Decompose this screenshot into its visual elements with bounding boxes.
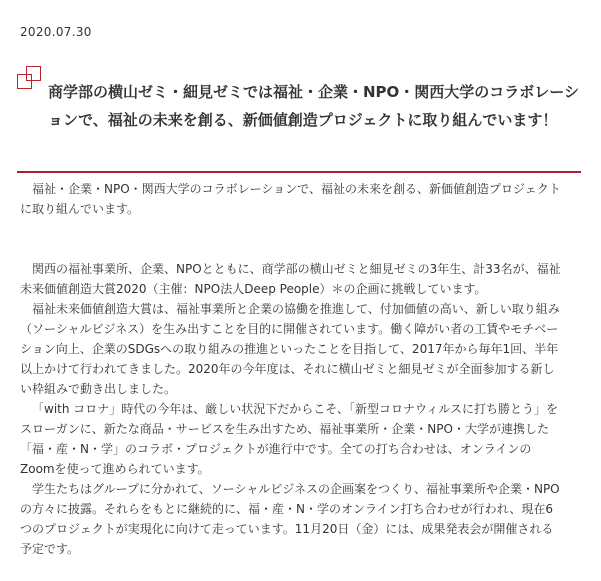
double-square-icon bbox=[17, 66, 43, 92]
paragraph-participants: 関西の福祉事業所、企業、NPOとともに、商学部の横山ゼミと細見ゼミの3年生、計33名が、福祉未来価値創造大賞2020（主催：NPO法人Deep People）＊の企画に挑戦しています。 bbox=[20, 262, 561, 296]
post-date: 2020.07.30 bbox=[20, 25, 92, 39]
paragraph-students: 学生たちはグループに分かれて、ソーシャルビジネスの企画案をつくり、福祉事業所や企業・NPOの方々に披露。それらをもとに継続的に、福・産・N・学のオンライン打ち合わせが行われ、現在6つのプロジェクトが実現化に向けて走っています。11月20日（金）には、成果発表会が開催される予定です。 bbox=[20, 482, 560, 556]
paragraph-intro: 福祉・企業・NPO・関西大学のコラボレーションで、福祉の未来を創る、新価値創造プロジェクトに取り組んでいます。 bbox=[20, 182, 561, 216]
paragraph-with-corona: 「with コロナ」時代の今年は、厳しい状況下だからこそ、「新型コロナウィルスに打ち勝とう」をスローガンに、新たな商品・サービスを生み出すため、福祉事業所・企業・NPO・大学が連携した「福・産・N・学」のコラボ・プロジェクトが進行中です。全ての打ち合わせは、オンラインのZoomを使って進められています。 bbox=[20, 402, 558, 476]
article-body bbox=[20, 179, 564, 559]
paragraph-award: 福祉未来価値創造大賞は、福祉事業所と企業の協働を推進して、付加価値の高い、新しい取り組み（ソーシャルビジネス）を生み出すことを目的に開催されています。働く障がい者の工賃やモチベーション向上、企業のSDGsへの取り組みの推進といったことを目指して、2017年から毎年1回、半年以上かけて行われてきました。2020年の今年度は、それに横山ゼミと細見ゼミが全面参加する新しい枠組みで動き出しました。 bbox=[20, 302, 560, 396]
page-title: 商学部の横山ゼミ・細見ゼミでは福祉・企業・NPO・関西大学のコラボレーションで、福祉の未来を創る、新価値創造プロジェクトに取り組んでいます！ bbox=[48, 83, 580, 129]
paragraph-gap bbox=[20, 239, 564, 259]
double-square-icon-front bbox=[26, 66, 41, 81]
title-divider bbox=[17, 171, 581, 173]
paragraph-gap bbox=[20, 219, 564, 239]
